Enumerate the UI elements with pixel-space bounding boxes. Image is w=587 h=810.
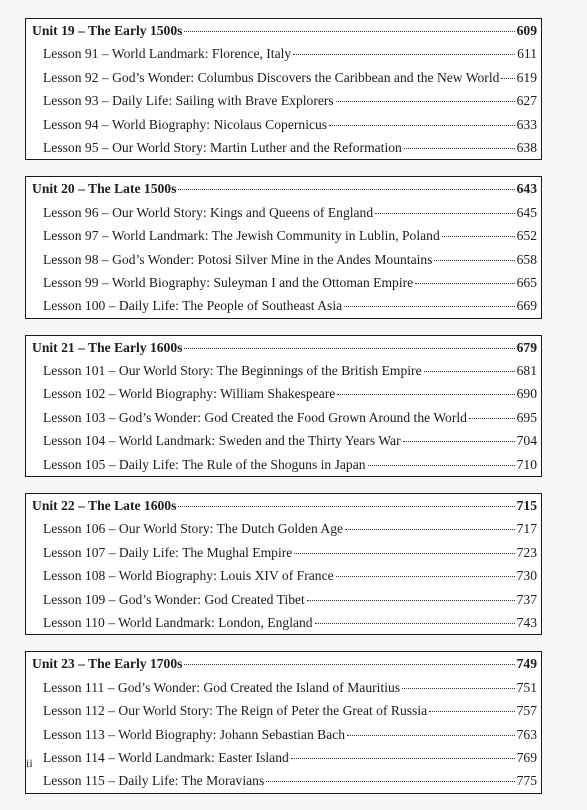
lesson-entry	[26, 201, 541, 224]
lesson-entry	[26, 517, 541, 540]
dot-leader	[402, 688, 515, 689]
lesson-entry	[26, 42, 541, 65]
lesson-entry-title: Lesson 104 – World Landmark: Sweden and the Thirty Years War	[43, 433, 401, 449]
lesson-entry-title: Lesson 106 – Our World Story: The Dutch Golden Age	[43, 521, 344, 537]
unit-section	[25, 18, 542, 160]
dot-leader	[442, 236, 515, 237]
lesson-entry-title: Lesson 114 – World Landmark: Easter Island	[43, 749, 289, 765]
lesson-entry-page: 611	[517, 46, 537, 62]
unit-heading-title: Unit 22 – The Late 1600s	[32, 498, 177, 514]
lesson-entry-page: 638	[516, 139, 537, 155]
lesson-entry-page: 743	[516, 614, 537, 630]
lesson-entry-title: Lesson 103 – God’s Wonder: God Created the Food Grown Around the World	[43, 409, 467, 425]
lesson-entry	[26, 224, 541, 247]
lesson-entry	[26, 406, 541, 429]
lesson-entry-title: Lesson 111 – God’s Wonder: God Created the Island of Mauritius	[43, 679, 401, 695]
lesson-entry-page: 681	[516, 363, 537, 379]
dot-leader	[315, 623, 515, 624]
dot-leader	[347, 735, 515, 736]
lesson-entry	[26, 136, 541, 159]
dot-leader	[469, 418, 515, 419]
dot-leader	[415, 283, 514, 284]
unit-heading-title: Unit 23 – The Early 1700s	[32, 656, 183, 672]
lesson-entry	[26, 541, 541, 564]
unit-heading	[26, 494, 541, 517]
dot-leader	[294, 553, 514, 554]
lesson-entry-page: 669	[516, 298, 537, 314]
lesson-entry-page: 690	[516, 386, 537, 402]
lesson-entry	[26, 723, 541, 746]
lesson-entry-title: Lesson 110 – World Landmark: London, England	[43, 614, 313, 630]
dot-leader	[375, 213, 514, 214]
lesson-entry-title: Lesson 92 – God’s Wonder: Columbus Discovers the Caribbean and the New World	[43, 69, 500, 85]
lesson-entry-page: 627	[516, 93, 537, 109]
unit-section	[25, 651, 542, 793]
dot-leader	[178, 506, 514, 507]
lesson-entry-page: 723	[516, 544, 537, 560]
dot-leader	[434, 260, 514, 261]
lesson-entry-title: Lesson 107 – Daily Life: The Mughal Empire	[43, 544, 293, 560]
lesson-entry-title: Lesson 98 – God’s Wonder: Potosi Silver Mine in the Andes Mountains	[43, 251, 433, 267]
page-number: ii	[26, 756, 33, 770]
lesson-entry	[26, 271, 541, 294]
dot-leader	[307, 600, 515, 601]
lesson-entry-page: 665	[516, 274, 537, 290]
lesson-entry-title: Lesson 95 – Our World Story: Martin Luther and the Reformation	[43, 139, 402, 155]
lesson-entry	[26, 66, 541, 89]
dot-leader	[293, 54, 515, 55]
dot-leader	[337, 394, 514, 395]
lesson-entry	[26, 429, 541, 452]
lesson-entry	[26, 769, 541, 792]
lesson-entry-title: Lesson 109 – God’s Wonder: God Created Tibet	[43, 591, 305, 607]
unit-heading	[26, 177, 541, 200]
unit-heading-title: Unit 21 – The Early 1600s	[32, 339, 183, 355]
lesson-entry-title: Lesson 97 – World Landmark: The Jewish Community in Lublin, Poland	[43, 228, 440, 244]
dot-leader	[336, 576, 515, 577]
lesson-entry-page: 710	[516, 456, 537, 472]
dot-leader	[501, 78, 514, 79]
lesson-entry-title: Lesson 102 – World Biography: William Shakespeare	[43, 386, 336, 402]
dot-leader	[336, 101, 515, 102]
table-of-contents	[25, 18, 542, 810]
unit-section	[25, 176, 542, 318]
lesson-entry	[26, 611, 541, 634]
lesson-entry	[26, 588, 541, 611]
lesson-entry-page: 730	[516, 568, 537, 584]
lesson-entry	[26, 676, 541, 699]
lesson-entry-title: Lesson 108 – World Biography: Louis XIV of France	[43, 568, 334, 584]
lesson-entry-title: Lesson 91 – World Landmark: Florence, Italy	[43, 46, 292, 62]
dot-leader	[429, 711, 514, 712]
lesson-entry-page: 619	[516, 69, 537, 85]
dot-leader	[403, 441, 515, 442]
dot-leader	[424, 371, 515, 372]
dot-leader	[184, 31, 514, 32]
lesson-entry-page: 775	[516, 773, 537, 789]
lesson-entry-title: Lesson 93 – Daily Life: Sailing with Brave Explorers	[43, 93, 334, 109]
lesson-entry-title: Lesson 112 – Our World Story: The Reign of Peter the Great of Russia	[43, 703, 428, 719]
lesson-entry-page: 751	[516, 679, 537, 695]
dot-leader	[344, 306, 514, 307]
lesson-entry	[26, 294, 541, 317]
unit-heading	[26, 19, 541, 42]
dot-leader	[404, 148, 515, 149]
dot-leader	[368, 465, 515, 466]
unit-heading-page: 715	[516, 498, 537, 514]
lesson-entry-page: 633	[516, 116, 537, 132]
lesson-entry-title: Lesson 94 – World Biography: Nicolaus Copernicus	[43, 116, 328, 132]
dot-leader	[266, 781, 514, 782]
lesson-entry	[26, 113, 541, 136]
lesson-entry-title: Lesson 105 – Daily Life: The Rule of the Shoguns in Japan	[43, 456, 366, 472]
lesson-entry-page: 763	[516, 726, 537, 742]
lesson-entry-page: 645	[516, 204, 537, 220]
dot-leader	[291, 758, 515, 759]
unit-heading-page: 609	[516, 23, 537, 38]
unit-section	[25, 335, 542, 477]
lesson-entry-title: Lesson 101 – Our World Story: The Beginnings of the British Empire	[43, 363, 422, 379]
lesson-entry	[26, 382, 541, 405]
dot-leader	[345, 529, 515, 530]
lesson-entry-title: Lesson 100 – Daily Life: The People of Southeast Asia	[43, 298, 343, 314]
lesson-entry-title: Lesson 113 – World Biography: Johann Sebastian Bach	[43, 726, 346, 742]
lesson-entry-title: Lesson 99 – World Biography: Suleyman I and the Ottoman Empire	[43, 274, 414, 290]
lesson-entry	[26, 248, 541, 271]
unit-heading	[26, 652, 541, 675]
lesson-entry-page: 717	[516, 521, 537, 537]
lesson-entry-title: Lesson 96 – Our World Story: Kings and Queens of England	[43, 204, 374, 220]
lesson-entry-page: 695	[516, 409, 537, 425]
lesson-entry-page: 737	[516, 591, 537, 607]
dot-leader	[184, 664, 514, 665]
unit-section	[25, 493, 542, 635]
lesson-entry	[26, 89, 541, 112]
dot-leader	[329, 125, 515, 126]
unit-heading-title: Unit 20 – The Late 1500s	[32, 181, 177, 197]
unit-heading-page: 643	[516, 181, 537, 197]
lesson-entry-page: 652	[516, 228, 537, 244]
lesson-entry-page: 757	[516, 703, 537, 719]
lesson-entry	[26, 746, 541, 769]
lesson-entry-page: 704	[516, 433, 537, 449]
lesson-entry-page: 769	[516, 749, 537, 765]
unit-heading-page: 679	[516, 339, 537, 355]
dot-leader	[178, 189, 514, 190]
lesson-entry	[26, 359, 541, 382]
lesson-entry	[26, 564, 541, 587]
unit-heading-title: Unit 19 – The Early 1500s	[32, 23, 183, 38]
dot-leader	[184, 348, 514, 349]
lesson-entry-page: 658	[516, 251, 537, 267]
lesson-entry-title: Lesson 115 – Daily Life: The Moravians	[43, 773, 265, 789]
unit-heading-page: 749	[516, 656, 537, 672]
lesson-entry	[26, 453, 541, 476]
lesson-entry	[26, 699, 541, 722]
unit-heading	[26, 336, 541, 359]
